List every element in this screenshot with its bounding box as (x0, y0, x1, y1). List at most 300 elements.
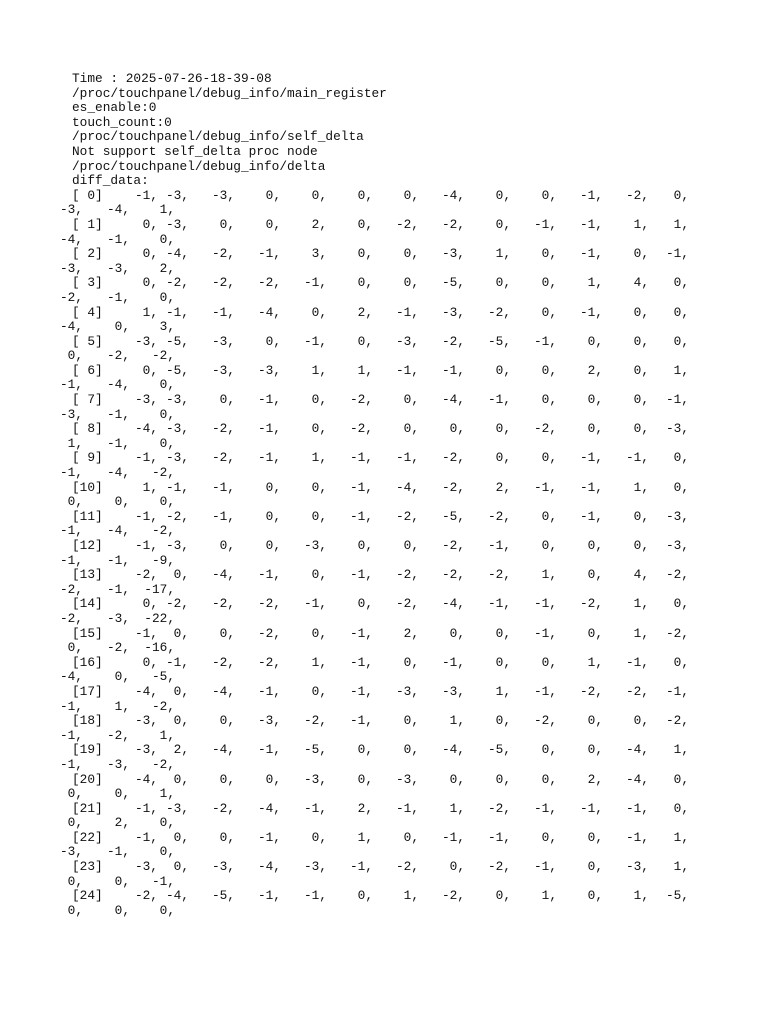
diff-value: -3, (303, 538, 327, 553)
diff-value: -1, (349, 683, 373, 699)
diff-value: 0, (633, 421, 649, 437)
diff-row (59, 683, 696, 714)
diff-value: -1, (487, 829, 511, 845)
diff-row-label: [ 3] (72, 275, 103, 291)
diff-value: 1, (633, 625, 649, 641)
diff-value: 0, (219, 392, 235, 408)
diff-value: 1, (449, 800, 465, 816)
diff-value: 0, (357, 216, 373, 232)
diff-value: -2, (395, 596, 419, 612)
diff-value: -1, (579, 304, 603, 320)
diff-value: 1, (142, 304, 158, 320)
diff-value: -2, (441, 216, 465, 232)
diff-row-label: [23] (72, 859, 103, 875)
diff-value: -2, (211, 654, 235, 670)
diff-value: -4, (106, 202, 130, 218)
diff-value: 0, (633, 538, 649, 553)
diff-value: -1, (579, 450, 603, 466)
diff-value: -2, (134, 567, 158, 583)
diff-value: -2, (395, 567, 419, 583)
diff-value: -1, (257, 742, 281, 758)
diff-value: 3, (311, 246, 327, 262)
diff-value: 0, (673, 333, 689, 349)
diff-value: 1, (587, 275, 603, 291)
diff-row-label: [ 7] (72, 392, 103, 408)
diff-value: -17, (144, 581, 175, 597)
diff-value: -2, (211, 421, 235, 437)
diff-value: -3, (395, 333, 419, 349)
diff-value: 0, (673, 771, 689, 787)
diff-value: -3, (165, 450, 189, 466)
diff-value: 1, (159, 786, 175, 802)
diff-value: -1, (165, 304, 189, 320)
diff-value: -1, (349, 450, 373, 466)
diff-value: 0, (265, 508, 281, 524)
diff-value: 0, (142, 596, 158, 612)
diff-value: -3, (665, 421, 689, 437)
diff-value: -1, (579, 800, 603, 816)
diff-value: -1, (106, 289, 130, 305)
diff-value: 0, (403, 742, 419, 758)
diff-value: -2, (257, 275, 281, 291)
diff-value: 1, (633, 596, 649, 612)
diff-value: -4, (625, 771, 649, 787)
diff-value: -2, (487, 304, 511, 320)
diff-value: -2, (487, 800, 511, 816)
diff-value: -3, (59, 260, 83, 276)
diff-value: -1, (533, 683, 557, 699)
diff-value: 0, (114, 786, 130, 802)
diff-value: -16, (144, 640, 175, 656)
diff-value: -1, (533, 216, 557, 232)
diff-value: -1, (106, 435, 130, 451)
diff-value: -1, (106, 581, 130, 597)
diff-value: 0, (587, 888, 603, 904)
diff-value: -2, (165, 508, 189, 524)
diff-value: 0, (357, 187, 373, 203)
diff-value: 0, (673, 654, 689, 670)
diff-value: -2, (211, 275, 235, 291)
diff-value: -4, (59, 319, 83, 335)
diff-value: -5, (165, 362, 189, 378)
diff-value: 0, (265, 538, 281, 553)
diff-value: -2, (349, 392, 373, 408)
diff-value: 0, (311, 304, 327, 320)
diff-value: -1, (59, 552, 83, 568)
diff-value: -2, (59, 610, 83, 626)
diff-value: -1, (165, 479, 189, 495)
diff-value: -1, (106, 552, 130, 568)
diff-value: 2, (311, 216, 327, 232)
diff-value: 1, (311, 654, 327, 670)
diff-value: -4, (106, 377, 130, 393)
diff-value: -5, (303, 742, 327, 758)
diff-value: 0, (357, 742, 373, 758)
diff-value: -3, (165, 800, 189, 816)
diff-value: -3, (441, 246, 465, 262)
diff-value: 0, (67, 873, 83, 889)
diff-value: -1, (487, 538, 511, 553)
diff-value: 0, (219, 538, 235, 553)
diff-value: 1, (673, 216, 689, 232)
diff-value: -1, (134, 450, 158, 466)
diff-value: 0, (541, 538, 557, 553)
diff-value: -4, (441, 596, 465, 612)
diff-row (59, 450, 696, 481)
diff-value: -1, (106, 844, 130, 860)
self-delta-path: /proc/touchpanel/debug_info/self_delta (72, 129, 364, 145)
diff-value: -2, (533, 421, 557, 437)
diff-value: 0, (114, 902, 130, 918)
diff-value: 0, (403, 829, 419, 845)
diff-row (67, 800, 696, 831)
diff-value: -1, (59, 698, 83, 714)
diff-value: 1, (633, 479, 649, 495)
diff-value: -5, (151, 669, 175, 685)
diff-value: -1, (533, 596, 557, 612)
diff-value: 0, (587, 742, 603, 758)
diff-value: 0, (159, 231, 175, 247)
diff-value: -1, (106, 231, 130, 247)
diff-value: -1, (395, 304, 419, 320)
diff-value: 0, (67, 815, 83, 831)
diff-value: 0, (173, 683, 189, 699)
diff-value: 0, (67, 640, 83, 656)
diff-value: -1, (134, 829, 158, 845)
diff-data-heading: diff_data: (72, 173, 149, 189)
diff-value: 1, (673, 859, 689, 875)
diff-value: -1, (533, 479, 557, 495)
diff-value: 0, (311, 508, 327, 524)
diff-row (59, 742, 696, 772)
diff-value: 0, (159, 289, 175, 305)
diff-value: -2, (665, 567, 689, 583)
diff-value: -2, (165, 275, 189, 291)
diff-value: -2, (106, 348, 130, 364)
diff-value: 0, (495, 713, 511, 729)
diff-value: 0, (67, 348, 83, 364)
diff-value: -4, (395, 479, 419, 495)
diff-value: 0, (265, 771, 281, 787)
diff-value: -22, (144, 610, 175, 626)
diff-value: 1, (403, 888, 419, 904)
diff-value: -2, (395, 508, 419, 524)
diff-value: 0, (673, 275, 689, 291)
diff-value: 0, (673, 187, 689, 203)
diff-value: 0, (673, 800, 689, 816)
diff-row-label: [17] (72, 683, 103, 699)
diff-value: -2, (395, 859, 419, 875)
diff-value: 0, (311, 625, 327, 641)
diff-value: -5, (165, 333, 189, 349)
diff-value: -1, (257, 888, 281, 904)
diff-row-label: [ 5] (72, 333, 103, 349)
diff-value: 1, (159, 202, 175, 218)
diff-row-label: [14] (72, 596, 103, 612)
diff-value: -3, (625, 859, 649, 875)
diff-value: -4, (134, 683, 158, 699)
diff-value: 0, (357, 538, 373, 553)
diff-value: -4, (106, 523, 130, 539)
diff-value: 0, (219, 216, 235, 232)
diff-value: 0, (495, 771, 511, 787)
diff-value: -3, (211, 362, 235, 378)
diff-value: 0, (114, 669, 130, 685)
diff-value: 0, (219, 829, 235, 845)
diff-value: 0, (495, 450, 511, 466)
diff-value: -3, (59, 844, 83, 860)
diff-value: -3, (165, 187, 189, 203)
diff-value: 0, (633, 304, 649, 320)
diff-value: 0, (587, 538, 603, 553)
diff-value: -2, (441, 567, 465, 583)
diff-value: -2, (151, 698, 175, 714)
diff-value: -2, (106, 640, 130, 656)
diff-value: 2, (587, 771, 603, 787)
diff-value: -5, (487, 742, 511, 758)
diff-value: -4, (257, 800, 281, 816)
diff-value: 0, (114, 494, 130, 510)
diff-value: 0, (311, 683, 327, 699)
diff-value: -3, (134, 713, 158, 729)
diff-value: -4, (106, 465, 130, 481)
diff-value: -1, (349, 625, 373, 641)
diff-value: -1, (533, 333, 557, 349)
diff-value: 1, (587, 654, 603, 670)
diff-value: -2, (441, 888, 465, 904)
diff-value: -1, (134, 625, 158, 641)
diff-value: 0, (357, 771, 373, 787)
delta-path: /proc/touchpanel/debug_info/delta (72, 158, 326, 174)
diff-value: 0, (142, 362, 158, 378)
diff-value: -3, (165, 421, 189, 437)
diff-value: 0, (449, 859, 465, 875)
diff-value: 0, (495, 625, 511, 641)
diff-value: -1, (349, 479, 373, 495)
diff-value: -1, (59, 523, 83, 539)
diff-value: -3, (59, 202, 83, 218)
diff-value: -3, (303, 859, 327, 875)
diff-value: 0, (357, 888, 373, 904)
diff-value: 0, (311, 392, 327, 408)
diff-row-label: [ 8] (72, 421, 103, 437)
diff-value: 0, (633, 713, 649, 729)
diff-row-label: [11] (72, 508, 103, 524)
diff-value: -1, (395, 450, 419, 466)
diff-value: -1, (579, 508, 603, 524)
diff-row (67, 771, 696, 802)
diff-value: 0, (159, 377, 175, 393)
diff-value: -2, (151, 523, 175, 539)
es-enable-line: es_enable:0 (72, 100, 157, 116)
diff-row-label: [ 1] (72, 216, 103, 232)
diff-value: -1, (59, 377, 83, 393)
diff-value: -5, (441, 508, 465, 524)
diff-value: -1, (257, 829, 281, 845)
diff-value: -2, (441, 479, 465, 495)
diff-row (59, 362, 696, 393)
diff-value: -1, (134, 187, 158, 203)
diff-value: 0, (159, 902, 175, 918)
diff-value: -2, (165, 596, 189, 612)
diff-value: 0, (403, 713, 419, 729)
diff-row (59, 538, 696, 568)
diff-value: -1, (625, 829, 649, 845)
diff-value: -1, (579, 216, 603, 232)
diff-value: 0, (403, 187, 419, 203)
diff-value: -5, (441, 275, 465, 291)
diff-row (59, 246, 696, 276)
diff-value: 2, (159, 260, 175, 276)
diff-value: 0, (541, 275, 557, 291)
diff-value: 0, (67, 494, 83, 510)
diff-value: -3, (106, 610, 130, 626)
diff-value: 0, (587, 567, 603, 583)
diff-value: -3, (211, 187, 235, 203)
diff-value: -5, (665, 888, 689, 904)
diff-value: -3, (134, 742, 158, 758)
diff-value: -3, (441, 683, 465, 699)
diff-value: 0, (633, 362, 649, 378)
diff-value: 0, (495, 421, 511, 437)
diff-value: 0, (633, 246, 649, 262)
diff-row-label: [19] (72, 742, 103, 758)
diff-value: 1, (541, 567, 557, 583)
diff-value: -3, (165, 392, 189, 408)
diff-value: -5, (487, 333, 511, 349)
debug-log-document (59, 71, 696, 918)
diff-value: -1, (349, 654, 373, 670)
diff-value: 0, (403, 246, 419, 262)
diff-value: -3, (106, 756, 130, 772)
diff-value: -2, (59, 289, 83, 305)
diff-value: -2, (665, 625, 689, 641)
diff-value: -4, (441, 742, 465, 758)
diff-value: -1, (533, 800, 557, 816)
diff-value: 0, (541, 829, 557, 845)
diff-value: 0, (541, 508, 557, 524)
diff-row-label: [12] (72, 538, 103, 553)
diff-value: 1, (311, 362, 327, 378)
diff-value: -3, (211, 859, 235, 875)
timestamp-line: Time : 2025-07-26-18-39-08 (72, 71, 272, 86)
diff-value: -1, (487, 596, 511, 612)
diff-value: -1, (395, 362, 419, 378)
diff-row (67, 421, 696, 451)
diff-value: 0, (541, 304, 557, 320)
diff-value: -1, (165, 654, 189, 670)
diff-value: -1, (625, 654, 649, 670)
diff-value: -1, (211, 508, 235, 524)
diff-value: -1, (257, 421, 281, 437)
diff-value: -1, (257, 683, 281, 699)
diff-value: 1, (142, 479, 158, 495)
diff-value: 0, (114, 873, 130, 889)
diff-value: -2, (579, 683, 603, 699)
diff-value: 0, (633, 392, 649, 408)
diff-value: -1, (59, 727, 83, 743)
diff-value: 0, (173, 829, 189, 845)
diff-value: 1, (357, 829, 373, 845)
diff-value: -1, (303, 596, 327, 612)
diff-value: 0, (541, 654, 557, 670)
diff-value: -4, (165, 246, 189, 262)
diff-value: 0, (587, 421, 603, 437)
diff-value: 1, (449, 713, 465, 729)
diff-value: -2, (211, 450, 235, 466)
diff-value: 1, (357, 362, 373, 378)
diff-row-label: [18] (72, 713, 103, 729)
diff-value: -3, (257, 362, 281, 378)
diff-row (67, 479, 696, 510)
diff-value: -1, (257, 567, 281, 583)
diff-value: 0, (219, 771, 235, 787)
diff-value: 0, (67, 902, 83, 918)
diff-value: -3, (257, 713, 281, 729)
diff-value: -2, (257, 625, 281, 641)
diff-value: 1, (673, 829, 689, 845)
diff-value: 0, (311, 479, 327, 495)
diff-value: -3, (395, 683, 419, 699)
diff-value: 0, (357, 275, 373, 291)
diff-value: 0, (142, 275, 158, 291)
diff-value: 1, (114, 698, 130, 714)
diff-value: 0, (142, 246, 158, 262)
diff-value: -4, (59, 231, 83, 247)
diff-value: 0, (311, 829, 327, 845)
diff-value: -3, (59, 406, 83, 422)
diff-value: -1, (349, 508, 373, 524)
diff-value: 0, (541, 392, 557, 408)
diff-value: 0, (495, 275, 511, 291)
diff-value: 1, (311, 450, 327, 466)
diff-row-label: [ 9] (72, 450, 103, 466)
diff-value: 0, (541, 362, 557, 378)
diff-value: -1, (257, 450, 281, 466)
diff-row (59, 392, 696, 422)
diff-value: 0, (495, 654, 511, 670)
diff-value: -2, (134, 888, 158, 904)
diff-row-label: [20] (72, 771, 103, 787)
diff-value: -1, (625, 450, 649, 466)
diff-value: -2, (211, 246, 235, 262)
diff-value: -1, (303, 275, 327, 291)
not-supported-message: Not support self_delta proc node (72, 143, 318, 159)
diff-value: -2, (151, 348, 175, 364)
diff-value: 0, (403, 275, 419, 291)
diff-value: -9, (151, 552, 175, 568)
diff-value: -1, (211, 304, 235, 320)
diff-value: -1, (579, 187, 603, 203)
diff-value: 0, (541, 246, 557, 262)
main-register-path: /proc/touchpanel/debug_info/main_register (72, 85, 387, 101)
diff-value: -1, (59, 465, 83, 481)
diff-value: 0, (673, 304, 689, 320)
diff-value: -3, (665, 508, 689, 524)
diff-value: 2, (357, 800, 373, 816)
diff-value: -4, (211, 683, 235, 699)
diff-value: -1, (579, 479, 603, 495)
diff-value: 0, (173, 625, 189, 641)
diff-value: -1, (303, 888, 327, 904)
diff-value: 0, (673, 450, 689, 466)
diff-value: -2, (487, 567, 511, 583)
diff-value: 0, (587, 713, 603, 729)
diff-value: 0, (403, 421, 419, 437)
diff-row (67, 333, 696, 364)
diff-value: 0, (265, 187, 281, 203)
diff-value: -1, (134, 538, 158, 553)
